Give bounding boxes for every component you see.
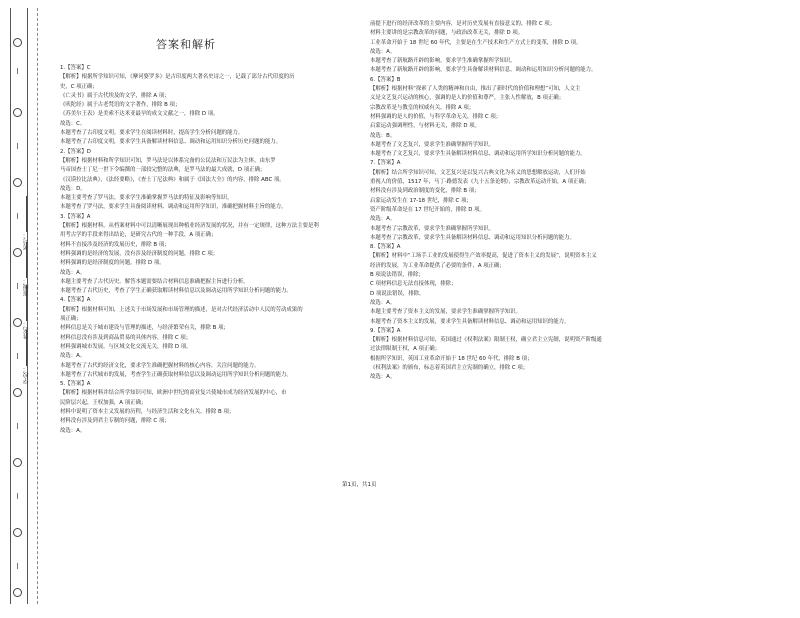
text-line: 资产阶级革命是在 17 世纪开始的，排除 D 项。 xyxy=(370,206,485,213)
text-line: 【解析】材料中“工场手工业的发展使得生产效率提高，促进了资本主义的发展”，说明资本主义 xyxy=(370,253,597,260)
text-line: 本题主要考查了资本主义的发展，要求学生准确掌握所学知识。 xyxy=(370,309,521,316)
text-line: 本题考查了古印度文明。要求学生在阅读材料时，提高学生分析问题的能力。 xyxy=(60,130,244,137)
text-line: 经济的发展，为工业革命提供了必要的条件，A 项正确； xyxy=(370,262,505,269)
text-line: 前提下进行的经济改革的主要内容，是对历史发展有直接意义的，排除 C 项； xyxy=(370,21,556,27)
text-line: 故选：A。 xyxy=(370,299,396,306)
text-line: 3.【答案】A xyxy=(60,213,91,220)
binding-hole xyxy=(13,388,22,397)
text-line: 《苏美尔王表》是美索不达米亚最早的成文文献之一，排除 D 项。 xyxy=(60,111,219,118)
text-line: 宗教改革是与教皇的权威有关，排除 A 项； xyxy=(370,104,475,111)
left-column xyxy=(60,64,352,436)
text-line: 本题主要考查了罗马法。要求学生准确掌握罗马法的特征及影响等知识。 xyxy=(60,195,233,202)
text-line: 【解析】根据材料和所学知识可知，罗马法是以体系完备的公民法和万民法为主体，由东罗 xyxy=(60,157,276,164)
text-line: 《吠陀经》属于古老梵语的文字著作，排除 B 项； xyxy=(60,102,181,109)
text-line: C 项材料信息无法直接体现，排除； xyxy=(370,281,457,288)
text-line: 材料不直接涉及经济的发展历史，排除 B 项； xyxy=(60,241,170,248)
text-line: 重视人的价值，1517 年，马丁·路德发表《九十五条论纲》，宗教改革运动开始，A 项正确； xyxy=(370,179,590,186)
text-line: 义是文艺复兴运动的核心，强调的是人的价值和尊严，主张人性解放，B 项正确； xyxy=(370,95,565,102)
text-line: 本题考查了古代城市的发展，考查学生正确获取材料信息以及调动运用所学知识分析问题的能力。 xyxy=(60,371,292,378)
text-line: 【解析】根据所学知识可知，《摩诃婆罗多》是古印度两大著名史诗之一，记载了部分古代印度的历 xyxy=(60,74,295,81)
text-line: 故选：C。 xyxy=(60,120,86,127)
text-line: D 项说法错误，排除。 xyxy=(370,290,425,297)
text-line: 4.【答案】A xyxy=(60,297,91,304)
text-line: 材料强调的是经济的发展，没有涉及经济制度的问题，排除 C 项； xyxy=(60,250,219,257)
text-line: 9.【答案】A xyxy=(370,327,401,334)
text-line: 本题考查了新航路开辟的影响，要求学生具备解读材料信息，调动和运用知识分析问题的能力。 xyxy=(370,67,597,74)
text-line: 【解析】根据材料，从档案材料中可以清晰展现出种植业经济发展的状况，并有一定规律，这种方法主要是利 xyxy=(60,223,319,230)
binding-dot xyxy=(17,213,18,219)
text-line: 项正确； xyxy=(60,316,82,323)
binding-dot xyxy=(17,283,18,289)
school-label: 学校： xyxy=(23,366,30,384)
text-line: 启蒙运动强调理性，与材料无关，排除 D 项。 xyxy=(370,123,481,130)
text-line: 材料强调的是人的价值，与科学革命无关，排除 C 项； xyxy=(370,113,502,120)
text-line: 本题考查了古代的经济文化，要求学生准确把握材料的核心内容，关注问题的能力。 xyxy=(60,362,260,369)
text-line: 马帝国查士丁尼一世下令编撰的一部较完整的法典，是罗马法的最大成就，D 项正确； xyxy=(60,167,266,174)
binding-hole xyxy=(13,178,22,187)
text-line: 材料没有涉及到君主专制的问题，排除 C 项； xyxy=(60,418,170,425)
text-line: 本题主要考查了古代历史。解答本题需要结合材料信息准确把握主旨进行分析。 xyxy=(60,278,249,285)
binding-hole xyxy=(13,588,22,597)
text-line: 故选：A。 xyxy=(370,48,396,55)
text-line: 《汉谟拉比法典》，《法经要略》，《查士丁尼法典》和属于《国法大全》的内容，排除 ABC 项。 xyxy=(60,176,285,183)
text-line: 故选：A。 xyxy=(370,216,396,223)
binding-dot xyxy=(17,143,18,149)
text-line: 材料主要讲的是宗教改革的问题，与政治改革无关，排除 D 项。 xyxy=(370,30,524,37)
page-title: 答案和解析 xyxy=(156,38,216,51)
cut-line xyxy=(37,8,38,604)
binding-hole xyxy=(13,108,22,117)
text-line: 《权利法案》的颁布，标志着英国君主立宪制的确立，排除 C 项； xyxy=(370,364,529,371)
text-line: 【解析】结合所学知识可知，文艺复兴是以复兴古典文化为名义的思想解放运动，人们开始 xyxy=(370,169,586,176)
text-line: 工业革命开始于 18 世纪 60 年代，主要是在生产技术和生产方式上的变革，排除 D 项。 xyxy=(370,39,582,46)
text-line: 本题考查了古代历史，考查了学生正确获取解读材料信息以及调动运用所学知识分析问题的能力。 xyxy=(60,288,292,295)
text-line: B 项说法错误，排除； xyxy=(370,272,424,279)
text-line: 根据所学知识，英国工业革命开始于 18 世纪 60 年代，排除 B 项； xyxy=(370,355,533,362)
text-line: 故选：A。 xyxy=(60,353,86,360)
text-line: 6.【答案】B xyxy=(370,76,401,83)
text-line: 材料强调城市发展，与区域文化交流无关，排除 D 项。 xyxy=(60,343,192,350)
text-line: 【解析】根据材料可知，上述关于市场发展和市场管理的描述，是对古代经济活动中人民的劳动成果的 xyxy=(60,306,303,313)
text-line: 史，C 项正确； xyxy=(60,83,98,90)
binding-hole xyxy=(13,248,22,257)
text-line: 材料没有涉及到政治制度的变化，排除 B 项； xyxy=(370,188,480,195)
text-line: 本题考查了文艺复兴，要求学生准确掌握所学知识。 xyxy=(370,141,494,148)
text-line: 故选：A。 xyxy=(60,269,86,276)
binding-dot xyxy=(17,493,18,499)
text-line: 本题考查了罗马法，要求学生具备阅读材料、调动和运用所学知识，准确把握材料主旨的能力。 xyxy=(60,204,287,211)
text-line: 本题考查了宗教改革，要求学生准确掌握所学知识。 xyxy=(370,225,494,232)
text-line: 本题考查了资本主义的发展，要求学生具备解读材料信息、调动和运用知识的能力。 xyxy=(370,318,570,325)
binding-dot xyxy=(17,68,18,74)
binding-dot xyxy=(17,353,18,359)
text-line: 民阶层兴起，王权加强，A 项正确； xyxy=(60,399,147,406)
binding-hole xyxy=(13,528,22,537)
right-column xyxy=(370,20,662,383)
text-line: 材料中说明了资本主义发展的历程，与经济生活和文化有关，排除 B 项； xyxy=(60,408,235,415)
binding-hole xyxy=(13,38,22,47)
text-line: 本题考查了新航路开辟的影响，要求学生准确掌握所学知识。 xyxy=(370,58,516,65)
text-line: 故选：A。 xyxy=(60,427,86,434)
binding-hole xyxy=(13,318,22,327)
text-line: 5.【答案】A xyxy=(60,381,91,388)
binding-dot xyxy=(17,423,18,429)
class-field xyxy=(22,242,31,296)
text-line: 8.【答案】A xyxy=(370,244,401,251)
text-line: 启蒙运动发生在 17-18 世纪，排除 C 项； xyxy=(370,197,472,204)
text-line: 故选：D。 xyxy=(60,185,86,192)
text-line: 材料强调的是经济制度的问题，排除 D 项。 xyxy=(60,260,165,267)
text-line: 【解析】根据材料信息可知，英国通过《权利法案》限制王权，确立君主立宪制，说明资产阶级通 xyxy=(370,337,602,344)
text-line: 用考古学的手段来得出结论，是研究古代的一种手段，A 项正确； xyxy=(60,232,217,239)
exam-number-label: 考号： xyxy=(23,232,30,250)
text-line: 《亡灵书》属于古代埃及的文学，排除 A 项； xyxy=(60,92,170,99)
text-line: 7.【答案】A xyxy=(370,160,401,167)
text-line: 【解析】根据材料“探索了人类的精神和自由，推出了新时代的价值和理想”可知，人文主 xyxy=(370,86,581,93)
text-line: 本题考查了宗教改革，要求学生具备解读材料信息、调动和运用知识分析问题的能力。 xyxy=(370,234,575,241)
page-number: 第1页，共1页 xyxy=(342,482,377,488)
exam-number-field xyxy=(22,196,31,250)
class-label: 班级： xyxy=(23,278,30,296)
text-line: 本题考查了文艺复兴，要求学生具备解读材料信息、调动和运用所学知识分析问题的能力。 xyxy=(370,151,586,158)
text-line: 【解析】根据材料并结合所学知识可知，欧洲中世纪的商业复兴使城市成为经济发展的中心，市 xyxy=(60,390,287,397)
name-label: 姓名： xyxy=(23,321,30,339)
text-line: 过法律限制王权，A 项正确； xyxy=(370,346,441,353)
binding-dot xyxy=(17,563,18,569)
text-line: 材料信息是关于城市建设与管理的描述，与经济繁荣有关，排除 B 项； xyxy=(60,325,229,332)
text-line: 本题考查了古印度文明，要求学生具备解读材料信息、调动和运用知识分析历史问题的能力。 xyxy=(60,139,282,146)
text-line: 2.【答案】D xyxy=(60,148,91,155)
answer-sheet-page xyxy=(56,8,786,604)
text-line: 故选：B。 xyxy=(370,132,396,139)
binding-hole xyxy=(13,458,22,467)
text-line: 1.【答案】C xyxy=(60,65,91,71)
text-line: 故选：A。 xyxy=(370,374,396,381)
text-line: 材料信息没有涉及到商品贸易的具体内容，排除 C 项； xyxy=(60,334,192,341)
